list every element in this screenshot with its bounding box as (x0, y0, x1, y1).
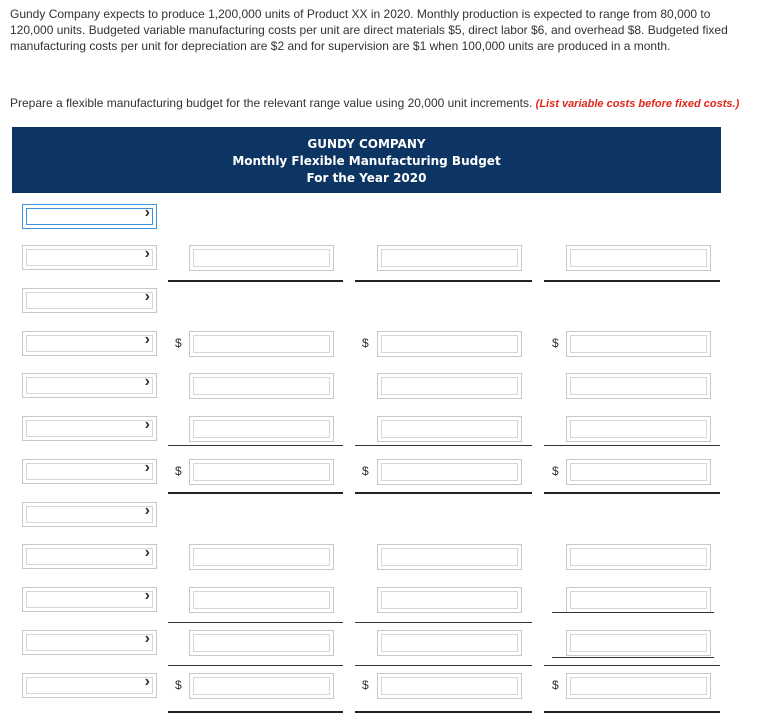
line-item-dropdown[interactable] (22, 502, 157, 527)
amount-field (193, 634, 330, 652)
amount-field (193, 420, 330, 438)
amount-field (381, 634, 518, 652)
amount-field (381, 420, 518, 438)
chevron-right-icon: › (144, 245, 150, 262)
dollar-sign: $ (362, 678, 369, 692)
chevron-right-icon: › (144, 204, 150, 221)
total-underline (544, 711, 720, 713)
budget-period: For the Year 2020 (306, 171, 427, 185)
amount-input[interactable] (566, 245, 711, 271)
amount-input[interactable] (189, 245, 334, 271)
company-name: GUNDY COMPANY (307, 137, 426, 151)
line-item-dropdown[interactable] (22, 331, 157, 356)
subtotal-underline (544, 445, 720, 446)
problem-statement: Gundy Company expects to produce 1,200,000 units of Product XX in 2020. Monthly production is expected to range from 80,000 to 120,000 units. Budgeted variable manufacturing costs per unit are direct materials $5, direct labor $6, and overhead $8. Budgeted fixed manufacturing costs per unit for depreciation are $2 and for supervision are $1 when 100,000 units are produced in a month. (10, 7, 728, 53)
instruction-line (10, 95, 755, 112)
chevron-right-icon: › (144, 587, 150, 604)
amount-input[interactable] (189, 630, 334, 656)
dropdown-field (26, 502, 153, 523)
amount-field (570, 249, 707, 267)
amount-field (570, 377, 707, 395)
amount-input[interactable] (377, 544, 522, 570)
chevron-right-icon: › (144, 673, 150, 690)
budget-header (12, 127, 721, 193)
dollar-sign: $ (362, 464, 369, 478)
chevron-right-icon: › (144, 630, 150, 647)
amount-input[interactable] (566, 673, 711, 699)
amount-field (381, 677, 518, 695)
subtotal-underline (168, 665, 343, 666)
amount-field (193, 591, 330, 609)
total-underline (544, 492, 720, 494)
dropdown-field (26, 331, 153, 352)
amount-field (570, 548, 707, 566)
amount-field (193, 548, 330, 566)
chevron-right-icon: › (144, 288, 150, 305)
chevron-right-icon: › (144, 502, 150, 519)
amount-input[interactable] (189, 416, 334, 442)
amount-field (193, 249, 330, 267)
amount-field (570, 634, 707, 652)
amount-input[interactable] (377, 587, 522, 613)
line-item-dropdown[interactable] (22, 373, 157, 398)
line-item-dropdown[interactable] (22, 673, 157, 698)
chevron-right-icon: › (144, 331, 150, 348)
total-underline (168, 492, 343, 494)
amount-field (381, 463, 518, 481)
dropdown-field (26, 587, 153, 608)
line-item-dropdown[interactable] (22, 459, 157, 484)
amount-input[interactable] (189, 459, 334, 485)
amount-field (381, 249, 518, 267)
amount-field (570, 335, 707, 353)
chevron-right-icon: › (144, 373, 150, 390)
chevron-right-icon: › (144, 459, 150, 476)
budget-title: Monthly Flexible Manufacturing Budget (232, 154, 501, 168)
amount-input[interactable] (566, 416, 711, 442)
dollar-sign: $ (175, 678, 182, 692)
dollar-sign: $ (362, 336, 369, 350)
line-item-dropdown[interactable] (22, 544, 157, 569)
subtotal-underline (552, 657, 714, 658)
amount-input[interactable] (377, 630, 522, 656)
dropdown-field (26, 630, 153, 651)
total-underline (355, 280, 532, 282)
amount-field (381, 335, 518, 353)
amount-field (193, 463, 330, 481)
subtotal-underline (355, 622, 532, 623)
amount-field (193, 377, 330, 395)
amount-field (570, 677, 707, 695)
amount-input[interactable] (377, 459, 522, 485)
amount-input[interactable] (566, 587, 711, 613)
line-item-dropdown[interactable] (22, 416, 157, 441)
total-underline (355, 492, 532, 494)
subtotal-underline (355, 665, 532, 666)
amount-input[interactable] (377, 673, 522, 699)
dollar-sign: $ (175, 464, 182, 478)
line-item-dropdown[interactable] (22, 587, 157, 612)
amount-input[interactable] (377, 331, 522, 357)
chevron-right-icon: › (144, 416, 150, 433)
dropdown-field (26, 544, 153, 565)
subtotal-underline (552, 612, 714, 613)
amount-field (570, 420, 707, 438)
amount-field (381, 548, 518, 566)
amount-input[interactable] (189, 544, 334, 570)
amount-input[interactable] (189, 587, 334, 613)
total-underline (168, 711, 343, 713)
amount-field (193, 677, 330, 695)
dropdown-field (26, 673, 153, 694)
subtotal-underline (544, 665, 720, 666)
dropdown-field (26, 459, 153, 480)
subtotal-underline (168, 445, 343, 446)
amount-input[interactable] (566, 331, 711, 357)
dollar-sign: $ (552, 464, 559, 478)
amount-field (570, 463, 707, 481)
amount-field (381, 377, 518, 395)
dropdown-field (26, 416, 153, 437)
amount-input[interactable] (566, 373, 711, 399)
amount-field (570, 591, 707, 609)
amount-input[interactable] (189, 331, 334, 357)
dropdown-field (26, 373, 153, 394)
subtotal-underline (168, 622, 343, 623)
line-item-dropdown[interactable] (22, 630, 157, 655)
amount-field (381, 591, 518, 609)
dropdown-field (26, 288, 153, 309)
dropdown-field (26, 245, 153, 266)
line-item-dropdown[interactable] (22, 245, 157, 270)
instruction-text: Prepare a flexible manufacturing budget for the relevant range value using 20,000 unit increments. (10, 96, 533, 110)
amount-input[interactable] (189, 673, 334, 699)
amount-input[interactable] (377, 416, 522, 442)
dollar-sign: $ (552, 336, 559, 350)
total-underline (355, 711, 532, 713)
instruction-note: (List variable costs before fixed costs.) (535, 98, 740, 110)
dropdown-field (26, 204, 153, 225)
amount-input[interactable] (566, 544, 711, 570)
total-underline (168, 280, 343, 282)
total-underline (544, 280, 720, 282)
line-item-dropdown[interactable] (22, 204, 157, 229)
amount-input[interactable] (377, 373, 522, 399)
amount-input[interactable] (566, 459, 711, 485)
amount-input[interactable] (377, 245, 522, 271)
dollar-sign: $ (175, 336, 182, 350)
amount-field (193, 335, 330, 353)
dollar-sign: $ (552, 678, 559, 692)
chevron-right-icon: › (144, 544, 150, 561)
amount-input[interactable] (189, 373, 334, 399)
line-item-dropdown[interactable] (22, 288, 157, 313)
subtotal-underline (355, 445, 532, 446)
amount-input[interactable] (566, 630, 711, 656)
